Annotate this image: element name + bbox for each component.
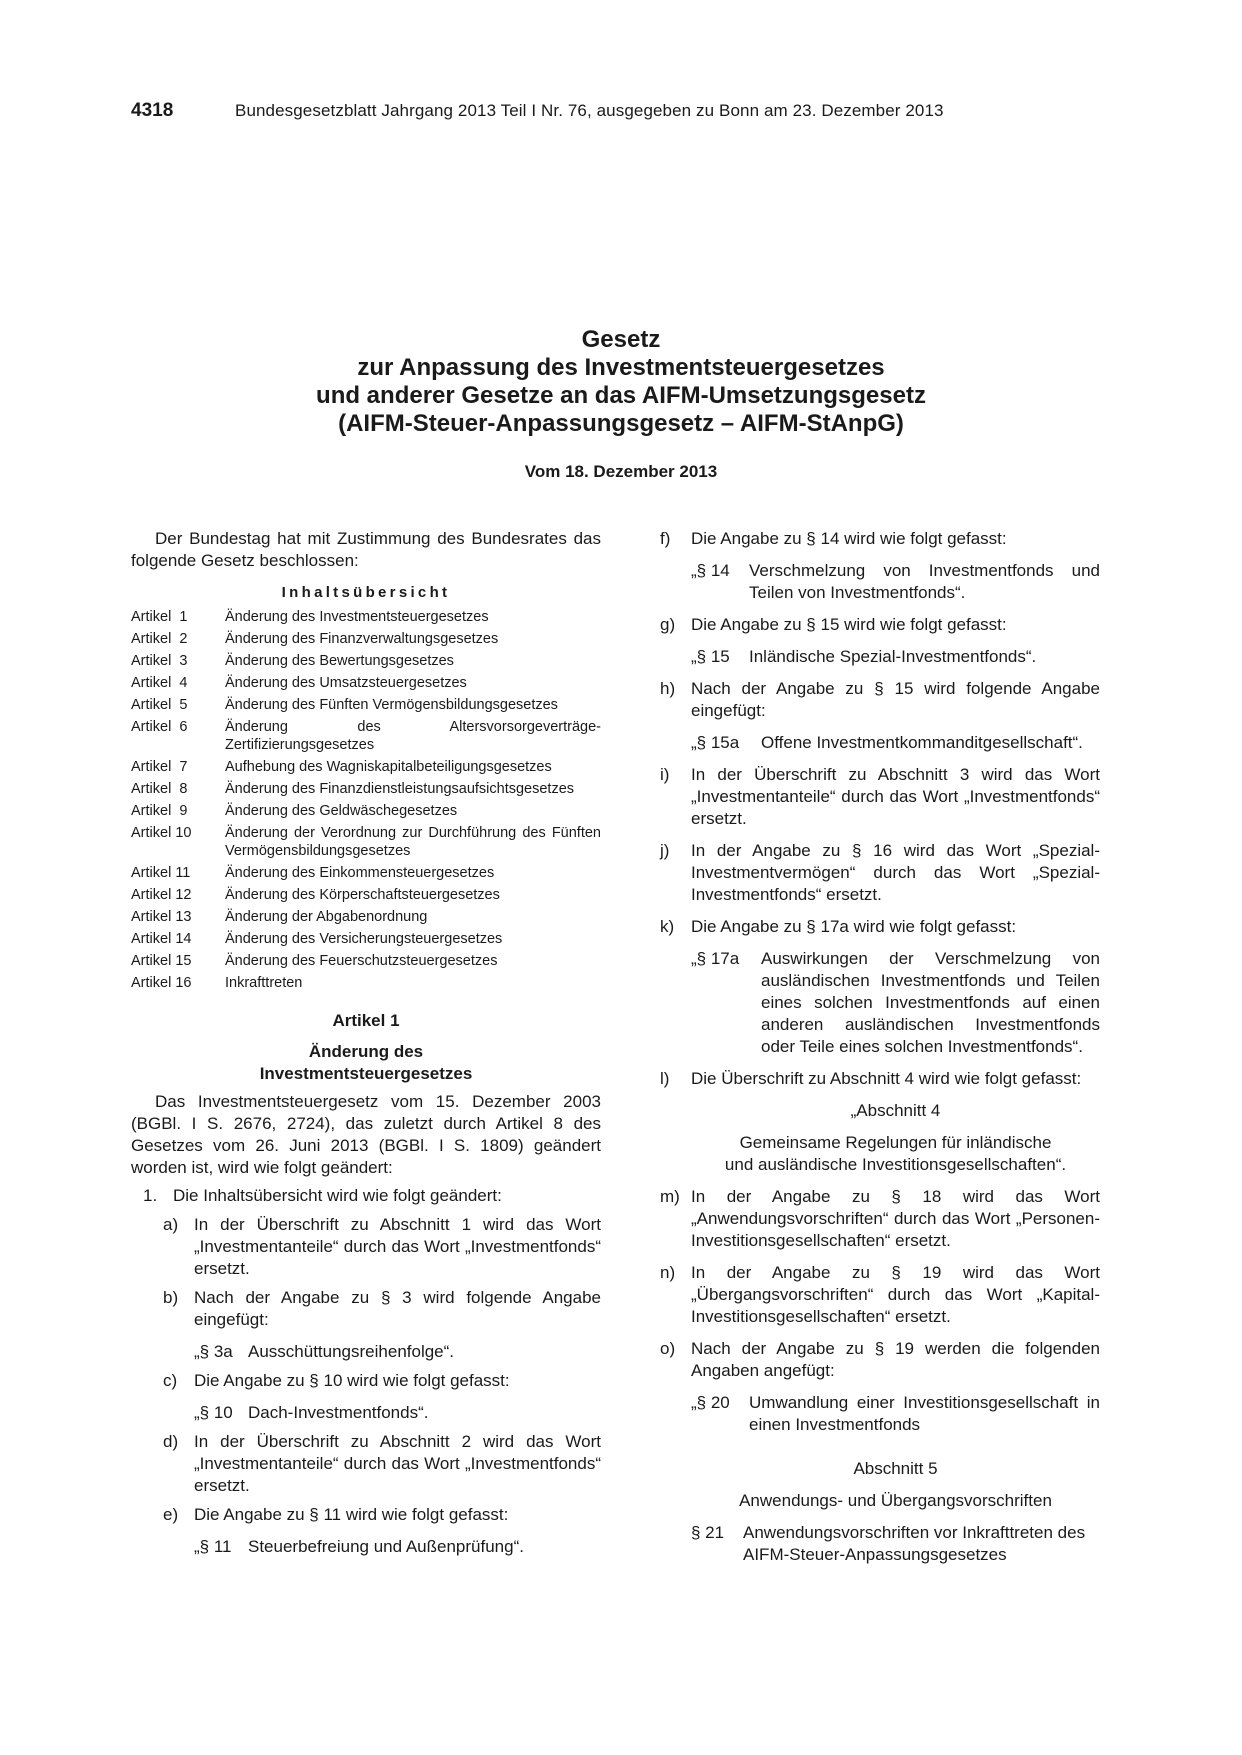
toc-row <box>131 886 601 904</box>
item-text: Die Inhaltsübersicht wird wie folgt geändert: <box>173 1186 502 1205</box>
item-text: In der Angabe zu § 16 wird das Wort „Spezial-Investmentvermögen“ durch das Wort „Spezial-Investmentfonds“ ersetzt. <box>691 841 1100 904</box>
item-text: Die Überschrift zu Abschnitt 4 wird wie folgt gefasst: <box>691 1069 1082 1088</box>
toc-article-title: Änderung des Feuerschutzsteuergesetzes <box>225 953 498 969</box>
law-title <box>0 326 1242 438</box>
item-number: 1. <box>143 1186 158 1205</box>
item-text: Die Angabe zu § 10 wird wie folgt gefasst: <box>194 1371 510 1390</box>
item-label: d) <box>163 1432 179 1451</box>
quoted-entry <box>691 646 1100 668</box>
law-date: Vom 18. Dezember 2013 <box>524 462 718 481</box>
list-item <box>131 1287 601 1363</box>
toc-row <box>131 908 601 926</box>
item-text: In der Überschrift zu Abschnitt 1 wird das Wort „Investmentanteile“ durch das Wort „Investmentfonds“ ersetzt. <box>194 1215 601 1278</box>
item-body <box>691 528 1100 604</box>
item-text: In der Angabe zu § 18 wird das Wort „Anwendungsvorschriften“ durch das Wort „Personen-Investitionsgesellschaften“ ersetzt. <box>691 1187 1100 1250</box>
item-body <box>194 1504 601 1558</box>
toc-article-title: Aufhebung des Wagniskapitalbeteiligungsgesetzes <box>225 759 552 775</box>
right-column <box>660 528 1100 1576</box>
list-item <box>660 916 1100 1058</box>
left-column <box>131 528 601 1558</box>
title-line-2: zur Anpassung des Investmentsteuergesetzes <box>357 354 885 381</box>
quoted-heading-line-1: Gemeinsame Regelungen für inländische <box>739 1133 1052 1152</box>
quoted-heading-line-2: und ausländische Investitionsgesellschaften“. <box>724 1155 1067 1174</box>
quoted-section-number: „§ 3a <box>194 1342 233 1361</box>
item-text: Die Angabe zu § 15 wird wie folgt gefasst: <box>691 615 1007 634</box>
toc-row <box>131 758 601 776</box>
item-body <box>691 614 1100 668</box>
list-item <box>660 678 1100 754</box>
list-item <box>660 1068 1100 1176</box>
toc-article-number: Artikel 13 <box>131 909 192 925</box>
quoted-section-text: Inländische Spezial-Investmentfonds“. <box>749 647 1037 666</box>
quoted-section-text: Verschmelzung von Investmentfonds und Teilen von Investmentfonds“. <box>749 561 1100 602</box>
toc-row <box>131 696 601 714</box>
toc-article-title: Änderung des Körperschaftsteuergesetzes <box>225 887 500 903</box>
item-label: g) <box>660 615 676 634</box>
article-1-heading: Artikel 1 <box>332 1011 400 1030</box>
item-label: e) <box>163 1505 179 1524</box>
item-label: n) <box>660 1263 676 1282</box>
item-body <box>691 1068 1100 1176</box>
toc-row <box>131 652 601 670</box>
toc-article-title: Änderung des Umsatzsteuergesetzes <box>225 675 467 691</box>
item-body <box>691 678 1100 754</box>
toc-article-title: Änderung des Finanzverwaltungsgesetzes <box>225 631 499 647</box>
quoted-entry <box>194 1341 601 1363</box>
quoted-section-number: „§ 15 <box>691 647 730 666</box>
article-1-subheading-line-1: Änderung des <box>308 1042 424 1061</box>
toc-article-number: Artikel 5 <box>131 697 188 713</box>
title-line-1: Gesetz <box>581 326 661 353</box>
toc-row <box>131 930 601 948</box>
list-item <box>660 840 1100 906</box>
quoted-section-text: Offene Investmentkommanditgesellschaft“. <box>761 733 1083 752</box>
list-item <box>660 1186 1100 1252</box>
toc-row <box>131 674 601 692</box>
item-text: Die Angabe zu § 14 wird wie folgt gefasst: <box>691 529 1007 548</box>
toc-row <box>131 864 601 882</box>
toc-row <box>131 974 601 992</box>
table-of-contents <box>131 608 601 992</box>
toc-article-title: Änderung des Finanzdienstleistungsaufsichtsgesetzes <box>225 781 575 797</box>
item-label: l) <box>660 1069 670 1088</box>
toc-article-number: Artikel 16 <box>131 975 192 991</box>
item-label: i) <box>660 765 670 784</box>
quoted-entry <box>194 1536 601 1558</box>
item-text: In der Angabe zu § 19 wird das Wort „Übergangsvorschriften“ durch das Wort „Kapital-Investitionsgesellschaften“ ersetzt. <box>691 1263 1100 1326</box>
item-body <box>194 1370 601 1424</box>
toc-article-title: Änderung der Abgabenordnung <box>225 909 428 925</box>
item-text: Nach der Angabe zu § 19 werden die folgenden Angaben angefügt: <box>691 1339 1100 1380</box>
article-1-intro: Das Investmentsteuergesetz vom 15. Dezember 2003 (BGBl. I S. 2676, 2724), das zuletzt durch Artikel 8 des Gesetzes vom 26. Juni 2013 (BGBl. I S. 1809) geändert worden ist, wird wie folgt geändert: <box>131 1092 601 1177</box>
item-text: In der Überschrift zu Abschnitt 3 wird das Wort „Investmentanteile“ durch das Wort „Investmentfonds“ ersetzt. <box>691 765 1100 828</box>
list-item <box>131 1431 601 1497</box>
item-label: a) <box>163 1215 179 1234</box>
toc-article-title: Änderung des Altersvorsorgeverträge-Zertifizierungsgesetzes <box>225 719 601 753</box>
toc-article-title: Änderung der Verordnung zur Durchführung des Fünften Vermögensbildungsgesetzes <box>225 825 601 859</box>
item-text: Nach der Angabe zu § 3 wird folgende Angabe eingefügt: <box>194 1288 601 1329</box>
item-body <box>194 1287 601 1363</box>
toc-row <box>131 718 601 754</box>
item-body <box>691 916 1100 1058</box>
item-label: j) <box>660 841 670 860</box>
item-label: k) <box>660 917 675 936</box>
toc-article-title: Änderung des Geldwäschegesetzes <box>225 803 458 819</box>
toc-article-number: Artikel 10 <box>131 825 192 841</box>
toc-article-number: Artikel 6 <box>131 719 188 735</box>
quoted-section-text: Auswirkungen der Verschmelzung von ausländischen Investmentfonds und Teilen eines solchen Investmentfonds auf einen anderen ausländischen Investmentfonds oder Teile eines solchen Investmentfonds“. <box>761 949 1100 1056</box>
toc-article-number: Artikel 11 <box>131 865 191 881</box>
quoted-heading: „Abschnitt 4 <box>850 1101 941 1120</box>
article-1-subheading-line-2: Investmentsteuergesetzes <box>259 1064 473 1083</box>
quoted-entry <box>194 1402 601 1424</box>
quoted-section-text: Ausschüttungsreihenfolge“. <box>248 1342 455 1361</box>
quoted-entry <box>691 560 1100 604</box>
quoted-section-number: § 21 <box>691 1523 725 1542</box>
quoted-entry <box>691 1522 1100 1566</box>
list-item <box>131 1185 601 1207</box>
toc-article-title: Änderung des Bewertungsgesetzes <box>225 653 454 669</box>
toc-article-number: Artikel 12 <box>131 887 192 903</box>
toc-row <box>131 630 601 648</box>
toc-title: Inhaltsübersicht <box>281 584 451 601</box>
item-text: Nach der Angabe zu § 15 wird folgende Angabe eingefügt: <box>691 679 1100 720</box>
quoted-section-number: „§ 15a <box>691 733 740 752</box>
toc-row <box>131 780 601 798</box>
toc-row <box>131 608 601 626</box>
enactment-clause: Der Bundestag hat mit Zustimmung des Bundesrates das folgende Gesetz beschlossen: <box>131 529 601 570</box>
toc-article-number: Artikel 9 <box>131 803 188 819</box>
quoted-section-heading: Abschnitt 5 <box>853 1459 938 1478</box>
list-item <box>660 764 1100 830</box>
toc-article-number: Artikel 4 <box>131 675 188 691</box>
quoted-section-text: Dach-Investmentfonds“. <box>248 1403 429 1422</box>
toc-article-number: Artikel 1 <box>131 609 188 625</box>
quoted-section-text: Anwendungsvorschriften vor Inkrafttreten des AIFM-Steuer-Anpassungsgesetzes <box>743 1523 1086 1564</box>
toc-article-title: Änderung des Fünften Vermögensbildungsgesetzes <box>225 697 558 713</box>
item-text: Die Angabe zu § 11 wird wie folgt gefasst: <box>194 1505 509 1524</box>
toc-article-title: Inkrafttreten <box>225 975 303 991</box>
page-number: 4318 <box>131 100 174 121</box>
item-text: In der Überschrift zu Abschnitt 2 wird das Wort „Investmentanteile“ durch das Wort „Investmentfonds“ ersetzt. <box>194 1432 601 1495</box>
article-1-subheading <box>131 1041 601 1085</box>
item-label: b) <box>163 1288 179 1307</box>
quoted-entry <box>691 732 1100 754</box>
quoted-section-number: „§ 10 <box>194 1403 233 1422</box>
toc-row <box>131 802 601 820</box>
toc-article-number: Artikel 3 <box>131 653 188 669</box>
toc-row <box>131 824 601 860</box>
item-label: f) <box>660 529 671 548</box>
toc-article-number: Artikel 14 <box>131 931 192 947</box>
running-headline: Bundesgesetzblatt Jahrgang 2013 Teil I Nr. 76, ausgegeben zu Bonn am 23. Dezember 2013 <box>235 101 944 120</box>
toc-article-number: Artikel 8 <box>131 781 188 797</box>
item-label: m) <box>660 1187 680 1206</box>
toc-article-number: Artikel 7 <box>131 759 188 775</box>
toc-row <box>131 952 601 970</box>
toc-article-title: Änderung des Einkommensteuergesetzes <box>225 865 495 881</box>
toc-article-title: Änderung des Versicherungsteuergesetzes <box>225 931 503 947</box>
quoted-entry <box>691 1392 1100 1436</box>
list-item <box>660 1262 1100 1328</box>
quoted-section-number: „§ 20 <box>691 1393 730 1412</box>
item-label: c) <box>163 1371 178 1390</box>
page-header <box>131 100 1111 124</box>
item-body <box>691 1338 1100 1566</box>
item-label: h) <box>660 679 676 698</box>
quoted-section-number: „§ 17a <box>691 949 740 968</box>
toc-article-number: Artikel 2 <box>131 631 188 647</box>
toc-article-number: Artikel 15 <box>131 953 192 969</box>
quoted-section-number: „§ 14 <box>691 561 730 580</box>
quoted-entry <box>691 948 1100 1058</box>
item-text: Die Angabe zu § 17a wird wie folgt gefasst: <box>691 917 1017 936</box>
item-label: o) <box>660 1339 676 1358</box>
list-item <box>131 1370 601 1424</box>
quoted-section-text: Steuerbefreiung und Außenprüfung“. <box>248 1537 524 1556</box>
list-item <box>660 614 1100 668</box>
title-line-3: und anderer Gesetze an das AIFM-Umsetzungsgesetz <box>316 382 926 409</box>
toc-article-title: Änderung des Investmentsteuergesetzes <box>225 609 489 625</box>
list-item <box>660 1338 1100 1566</box>
list-item <box>660 528 1100 604</box>
quoted-section-text: Umwandlung einer Investitionsgesellschaft in einen Investmentfonds <box>749 1393 1100 1434</box>
quoted-section-number: „§ 11 <box>194 1537 232 1556</box>
quoted-section-title: Anwendungs- und Übergangsvorschriften <box>739 1491 1052 1510</box>
list-item <box>131 1214 601 1280</box>
list-item <box>131 1504 601 1558</box>
title-line-4: (AIFM-Steuer-Anpassungsgesetz – AIFM-StAnpG) <box>338 410 904 437</box>
